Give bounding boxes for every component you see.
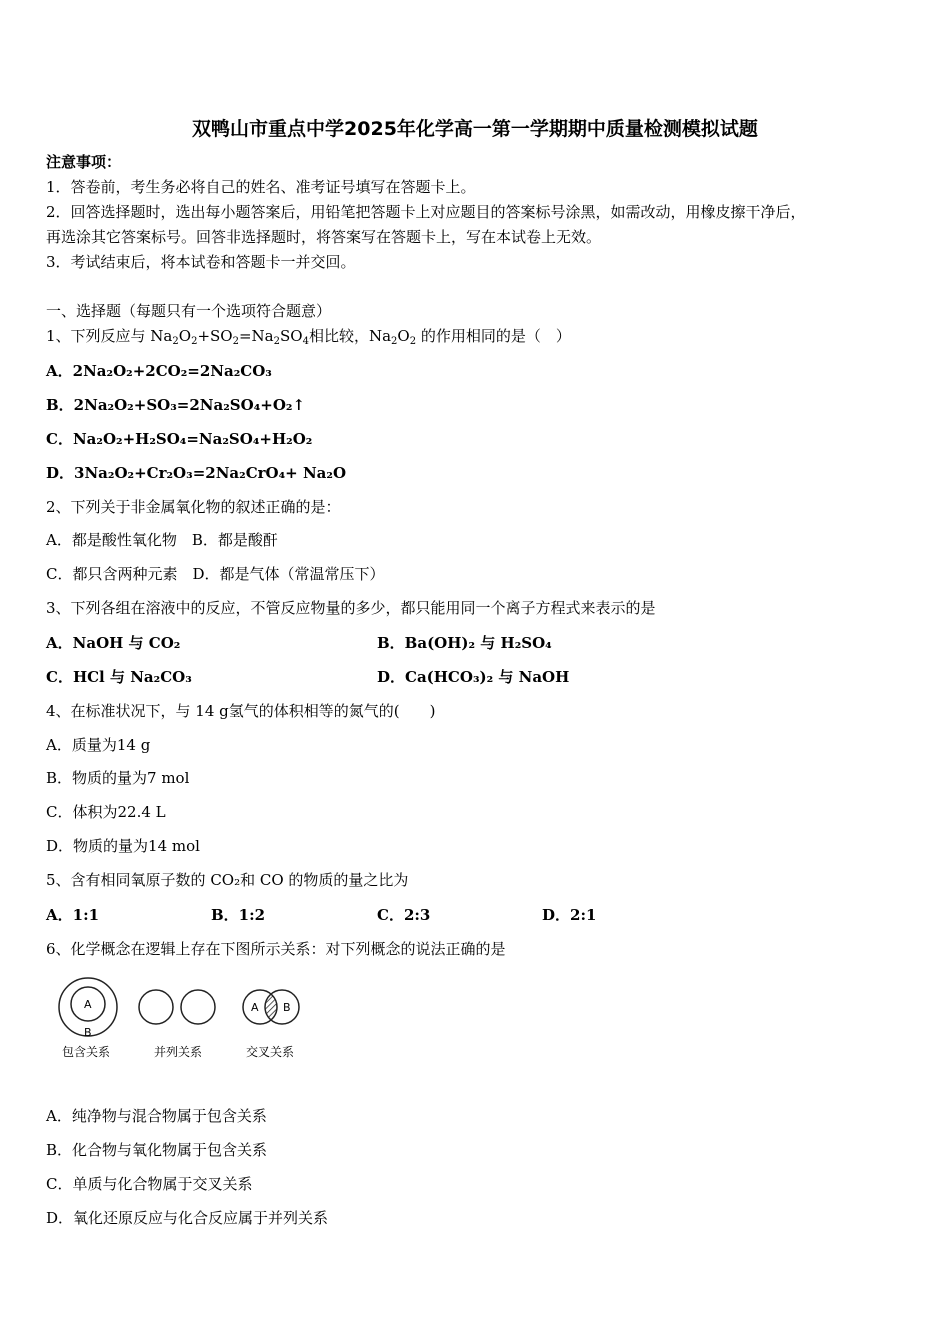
question-1-option-b: B．2Na₂O₂+SO₃=2Na₂SO₄+O₂↑: [46, 396, 306, 414]
parallel-caption: 并列关系: [154, 1045, 203, 1059]
intersection-label-b: B: [283, 1001, 291, 1014]
notice-item-3: 3．考试结束后，将本试卷和答题卡一并交回。: [46, 253, 356, 271]
inclusion-caption: 包含关系: [62, 1045, 111, 1059]
question-4-option-b: B．物质的量为7 mol: [46, 769, 190, 787]
question-1-option-d: D．3Na₂O₂+Cr₂O₃=2Na₂CrO₄+ Na₂O: [46, 464, 347, 482]
question-6-option-d: D．氧化还原反应与化合反应属于并列关系: [46, 1209, 329, 1227]
question-5-option-a: A．1:1: [46, 906, 100, 924]
inclusion-diagram: [59, 978, 117, 1059]
question-6-stem: 6、化学概念在逻辑上存在下图所示关系：对下列概念的说法正确的是: [46, 940, 506, 958]
question-2-stem: 2、下列关于非金属氧化物的叙述正确的是：: [46, 498, 341, 516]
parallel-diagram: [139, 990, 215, 1059]
page-title: 双鸭山市重点中学2025年化学高一第一学期期中质量检测模拟试题: [192, 118, 758, 140]
parallel-circle-left: [139, 990, 173, 1024]
question-6-option-a: A．纯净物与混合物属于包含关系: [46, 1107, 267, 1125]
question-4-option-d: D．物质的量为14 mol: [46, 837, 200, 855]
question-1-option-c: C．Na₂O₂+H₂SO₄=Na₂SO₄+H₂O₂: [46, 430, 313, 448]
question-1-stem: 1、下列反应与 $Na_2O_2+SO_2=Na_2SO_4$相比较，$Na_2O_2$ 的作用相同的是（ ）: [46, 327, 571, 347]
question-4-stem: 4、在标准状况下，与 14 g氢气的体积相等的氮气的( ): [46, 702, 436, 720]
question-2-options-cd: C．都只含两种元素 D．都是气体（常温常压下）: [46, 565, 385, 583]
inclusion-label-b: B: [84, 1026, 92, 1039]
parallel-circle-right: [181, 990, 215, 1024]
notice-heading: 注意事项：: [46, 153, 122, 171]
inclusion-label-a: A: [84, 998, 92, 1011]
section-heading: 一、选择题（每题只有一个选项符合题意）: [46, 302, 332, 320]
question-1-option-a: A．2Na₂O₂+2CO₂=2Na₂CO₃: [46, 362, 272, 380]
question-3-option-c: C．HCl 与 Na₂CO₃: [46, 668, 192, 686]
question-4-option-c: C．体积为22.4 L: [46, 803, 166, 821]
intersection-label-a: A: [251, 1001, 259, 1014]
notice-item-2: 2．回答选择题时，选出每小题答案后，用铅笔把答题卡上对应题目的答案标号涂黑，如需改动，用橡皮擦干净后，: [46, 203, 806, 221]
question-5-stem: 5、含有相同氧原子数的 CO₂和 CO 的物质的量之比为: [46, 871, 409, 889]
question-6-option-c: C．单质与化合物属于交叉关系: [46, 1175, 253, 1193]
question-5-option-b: B．1:2: [211, 906, 266, 924]
question-5-option-d: D．2:1: [542, 906, 597, 924]
question-2-options-ab: A．都是酸性氧化物 B．都是酸酐: [46, 531, 278, 549]
set-relationship-diagram: [50, 975, 320, 1070]
notice-item-2-cont: 再选涂其它答案标号。回答非选择题时，将答案写在答题卡上，写在本试卷上无效。: [46, 228, 602, 246]
question-6-option-b: B．化合物与氧化物属于包含关系: [46, 1141, 268, 1159]
question-3-option-d: D．Ca(HCO₃)₂ 与 NaOH: [377, 668, 570, 686]
notice-item-1: 1．答卷前，考生务必将自己的姓名、准考证号填写在答题卡上。: [46, 178, 476, 196]
question-3-option-b: B．Ba(OH)₂ 与 H₂SO₄: [377, 634, 552, 652]
question-3-option-a: A．NaOH 与 CO₂: [46, 634, 181, 652]
intersection-diagram: [243, 990, 299, 1059]
question-4-option-a: A．质量为14 g: [46, 736, 151, 754]
question-3-stem: 3、下列各组在溶液中的反应，不管反应物量的多少，都只能用同一个离子方程式来表示的是: [46, 599, 656, 617]
intersection-caption: 交叉关系: [246, 1045, 295, 1059]
question-5-option-c: C．2:3: [377, 906, 431, 924]
